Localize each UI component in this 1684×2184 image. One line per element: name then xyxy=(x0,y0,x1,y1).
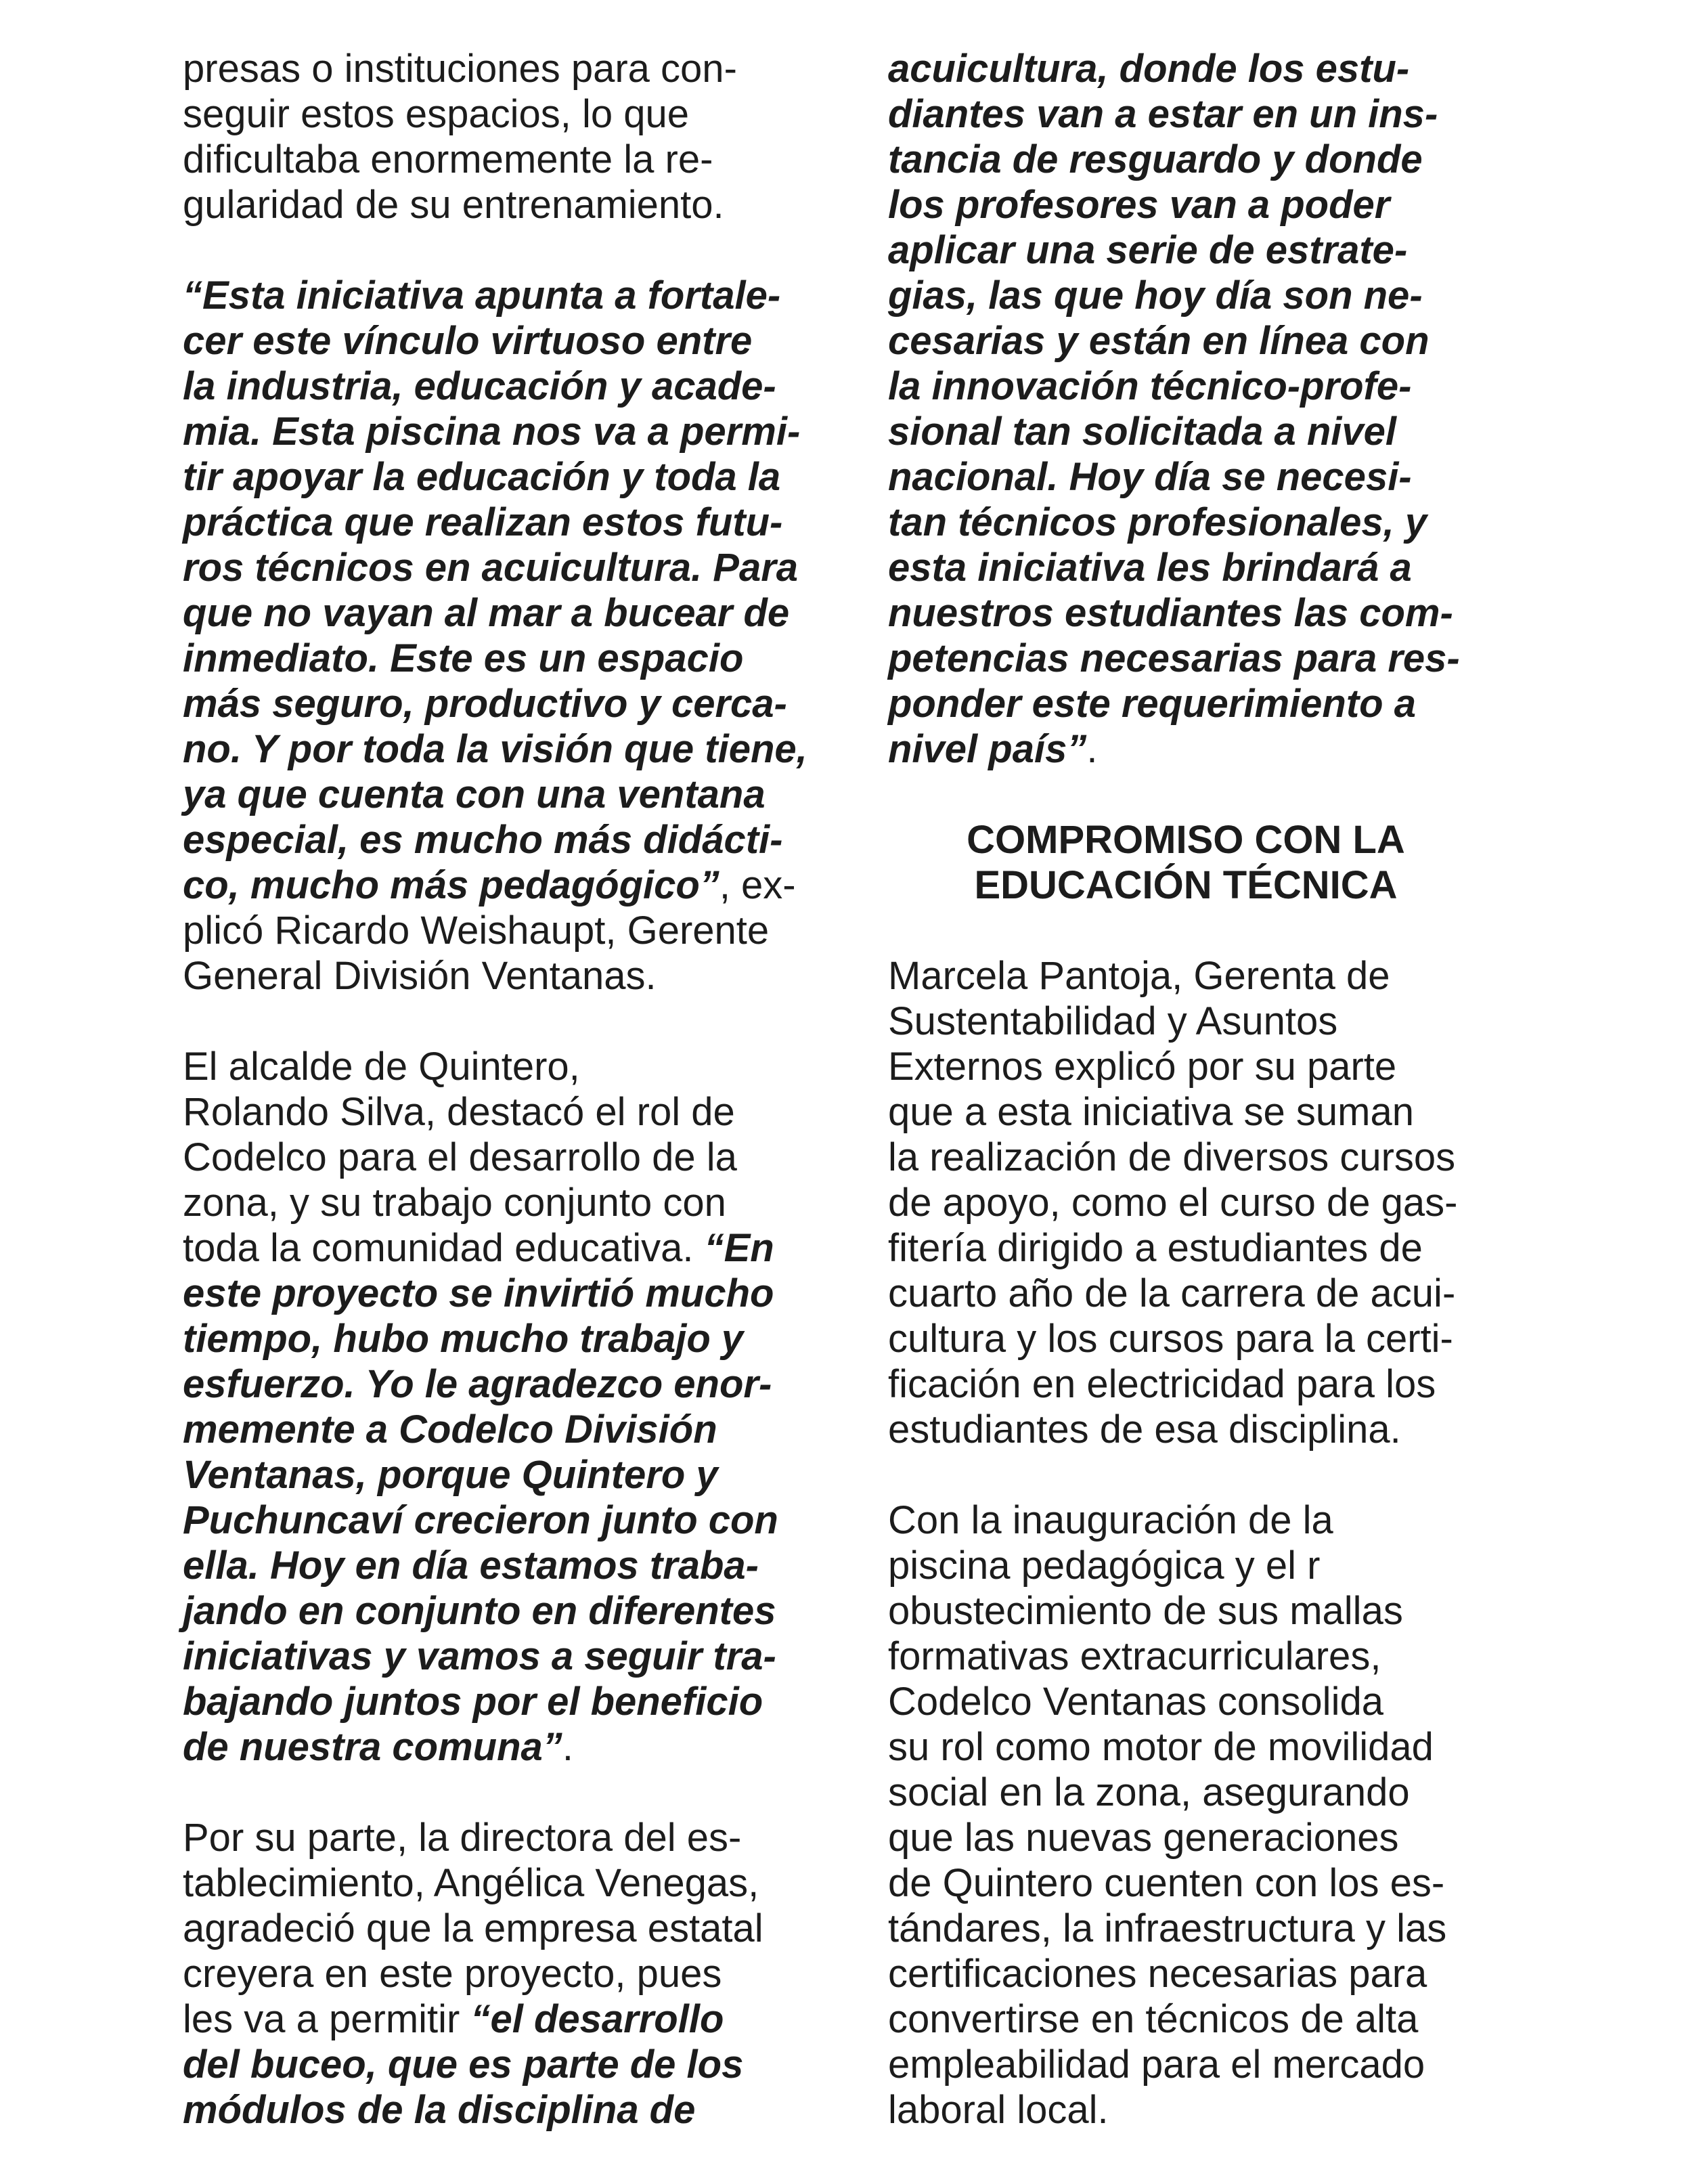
text-fragment: les va a permitir xyxy=(183,1997,471,2041)
quote-line: sional tan solicitada a nivel xyxy=(888,410,1397,454)
section-heading xyxy=(888,817,1531,908)
quote-line: mia. Esta piscina nos va a permi- xyxy=(183,410,801,454)
quote-line: más seguro, productivo y cerca- xyxy=(183,682,787,726)
paragraph-mayor xyxy=(183,1044,826,1770)
right-column xyxy=(888,46,1531,2133)
quote-line: tiempo, hubo mucho trabajo y xyxy=(183,1317,744,1361)
quote-line: aplicar una serie de estrate- xyxy=(888,228,1408,272)
text-line: ficación en electricidad para los xyxy=(888,1362,1436,1406)
quote-line: “Esta iniciativa apunta a fortale- xyxy=(183,274,781,318)
text-line: cultura y los cursos para la certi- xyxy=(888,1317,1453,1361)
mixed-line xyxy=(183,862,826,908)
text-line: creyera en este proyecto, pues xyxy=(183,1952,722,1996)
quote-line: práctica que realizan estos futu- xyxy=(183,500,783,544)
text-line: certificaciones necesarias para xyxy=(888,1952,1427,1996)
mixed-line xyxy=(183,1724,826,1770)
text-line: que a esta iniciativa se suman xyxy=(888,1090,1414,1134)
text-line: tablecimiento, Angélica Venegas, xyxy=(183,1861,759,1905)
quote-fragment: “el desarrollo xyxy=(470,1997,724,2041)
text-line: Sustentabilidad y Asuntos xyxy=(888,999,1338,1043)
text-line: Por su parte, la directora del es- xyxy=(183,1816,742,1860)
text-line: piscina pedagógica y el r xyxy=(888,1544,1321,1588)
quote-line: especial, es mucho más didácti- xyxy=(183,818,783,862)
quote-line: módulos de la disciplina de xyxy=(183,2088,696,2132)
quote-line: jando en conjunto en diferentes xyxy=(183,1589,776,1633)
text-line: de Quintero cuenten con los es- xyxy=(888,1861,1445,1905)
heading-line: EDUCACIÓN TÉCNICA xyxy=(974,863,1398,907)
text-line: la realización de diversos cursos xyxy=(888,1135,1456,1179)
quote-line: inmediato. Este es un espacio xyxy=(183,636,744,680)
heading-line: COMPROMISO CON LA xyxy=(967,818,1405,862)
text-line: dificultaba enormemente la re- xyxy=(183,137,713,181)
text-line: convertirse en técnicos de alta xyxy=(888,1997,1419,2041)
text-line: gularidad de su entrenamiento. xyxy=(183,183,724,227)
text-line: que las nuevas generaciones xyxy=(888,1816,1399,1860)
text-line: tándares, la infraestructura y las xyxy=(888,1906,1447,1950)
text-fragment: . xyxy=(1086,727,1098,771)
quote-line: cer este vínculo virtuoso entre xyxy=(183,319,753,363)
quote-fragment: de nuestra comuna” xyxy=(183,1725,562,1769)
quote-line: iniciativas y vamos a seguir tra- xyxy=(183,1634,776,1678)
text-fragment: toda la comunidad educativa. xyxy=(183,1226,705,1270)
text-line: su rol como motor de movilidad xyxy=(888,1725,1434,1769)
quote-fragment: nivel país” xyxy=(888,727,1087,771)
text-line: plicó Ricardo Weishaupt, Gerente xyxy=(183,909,770,953)
quote-line: la industria, educación y acade- xyxy=(183,364,776,408)
quote-line: petencias necesarias para res- xyxy=(888,636,1460,680)
text-line: empleabilidad para el mercado xyxy=(888,2043,1425,2087)
quote-line: Ventanas, porque Quintero y xyxy=(183,1453,718,1497)
quote-line: ella. Hoy en día estamos traba- xyxy=(183,1544,759,1588)
text-line: formativas extracurriculares, xyxy=(888,1634,1381,1678)
text-line: cuarto año de la carrera de acui- xyxy=(888,1271,1456,1315)
quote-line: bajando juntos por el beneficio xyxy=(183,1680,763,1724)
quote-line: no. Y por toda la visión que tiene, xyxy=(183,727,807,771)
text-line: Codelco Ventanas consolida xyxy=(888,1680,1383,1724)
quote-line: acuicultura, donde los estu- xyxy=(888,47,1410,91)
quote-line: nuestros estudiantes las com- xyxy=(888,591,1453,635)
quote-line: que no vayan al mar a bucear de xyxy=(183,591,790,635)
quote-line: la innovación técnico-profe- xyxy=(888,364,1412,408)
quote-line: Puchuncaví crecieron junto con xyxy=(183,1498,778,1542)
text-line: de apoyo, como el curso de gas- xyxy=(888,1181,1458,1225)
quote-line: ros técnicos en acuicultura. Para xyxy=(183,546,799,590)
text-line: Con la inauguración de la xyxy=(888,1498,1333,1542)
quote-fragment: co, mucho más pedagógico” xyxy=(183,863,719,907)
quote-line: tan técnicos profesionales, y xyxy=(888,500,1427,544)
paragraph-closing xyxy=(888,1498,1531,2133)
text-line: agradeció que la empresa estatal xyxy=(183,1906,763,1950)
quote-line: tir apoyar la educación y toda la xyxy=(183,455,781,499)
quote-line: los profesores van a poder xyxy=(888,183,1390,227)
quote-line: tancia de resguardo y donde xyxy=(888,137,1423,181)
text-line: fitería dirigido a estudiantes de xyxy=(888,1226,1423,1270)
quote-fragment: “En xyxy=(704,1226,774,1270)
text-line: zona, y su trabajo conjunto con xyxy=(183,1181,726,1225)
text-line: estudiantes de esa disciplina. xyxy=(888,1407,1401,1451)
text-line: Externos explicó por su parte xyxy=(888,1045,1397,1089)
quote-line: ponder este requerimiento a xyxy=(888,682,1416,726)
quote-line: este proyecto se invirtió mucho xyxy=(183,1271,774,1315)
quote-line: memente a Codelco División xyxy=(183,1407,717,1451)
text-line: obustecimiento de sus mallas xyxy=(888,1589,1403,1633)
quote-line: ya que cuenta con una ventana xyxy=(183,772,766,816)
mixed-line xyxy=(183,1996,826,2042)
quote-line: del buceo, que es parte de los xyxy=(183,2043,744,2087)
text-line: laboral local. xyxy=(888,2088,1109,2132)
mixed-line xyxy=(183,1225,826,1271)
quote-line: gias, las que hoy día son ne- xyxy=(888,274,1423,318)
text-line: Marcela Pantoja, Gerenta de xyxy=(888,954,1390,998)
quote-line: esta iniciativa les brindará a xyxy=(888,546,1412,590)
text-line: El alcalde de Quintero, xyxy=(183,1045,580,1089)
paragraph-pantoja xyxy=(888,953,1531,1452)
text-line: Codelco para el desarrollo de la xyxy=(183,1135,737,1179)
text-line: Rolando Silva, destacó el rol de xyxy=(183,1090,735,1134)
paragraph-intro xyxy=(183,46,826,227)
left-column xyxy=(183,46,826,2133)
quote-line: cesarias y están en línea con xyxy=(888,319,1430,363)
quote-line: diantes van a estar en un ins- xyxy=(888,92,1438,136)
paragraph-weishaupt-quote xyxy=(183,273,826,999)
paragraph-director xyxy=(183,1815,826,2133)
text-line: social en la zona, asegurando xyxy=(888,1770,1410,1814)
text-fragment: , ex- xyxy=(719,863,796,907)
text-fragment: . xyxy=(562,1725,573,1769)
mixed-line xyxy=(888,726,1531,772)
paragraph-director-quote-cont xyxy=(888,46,1531,772)
quote-line: esfuerzo. Yo le agradezco enor- xyxy=(183,1362,772,1406)
text-line: seguir estos espacios, lo que xyxy=(183,92,689,136)
quote-line: nacional. Hoy día se necesi- xyxy=(888,455,1412,499)
text-line: General División Ventanas. xyxy=(183,954,657,998)
text-line: presas o instituciones para con- xyxy=(183,47,737,91)
